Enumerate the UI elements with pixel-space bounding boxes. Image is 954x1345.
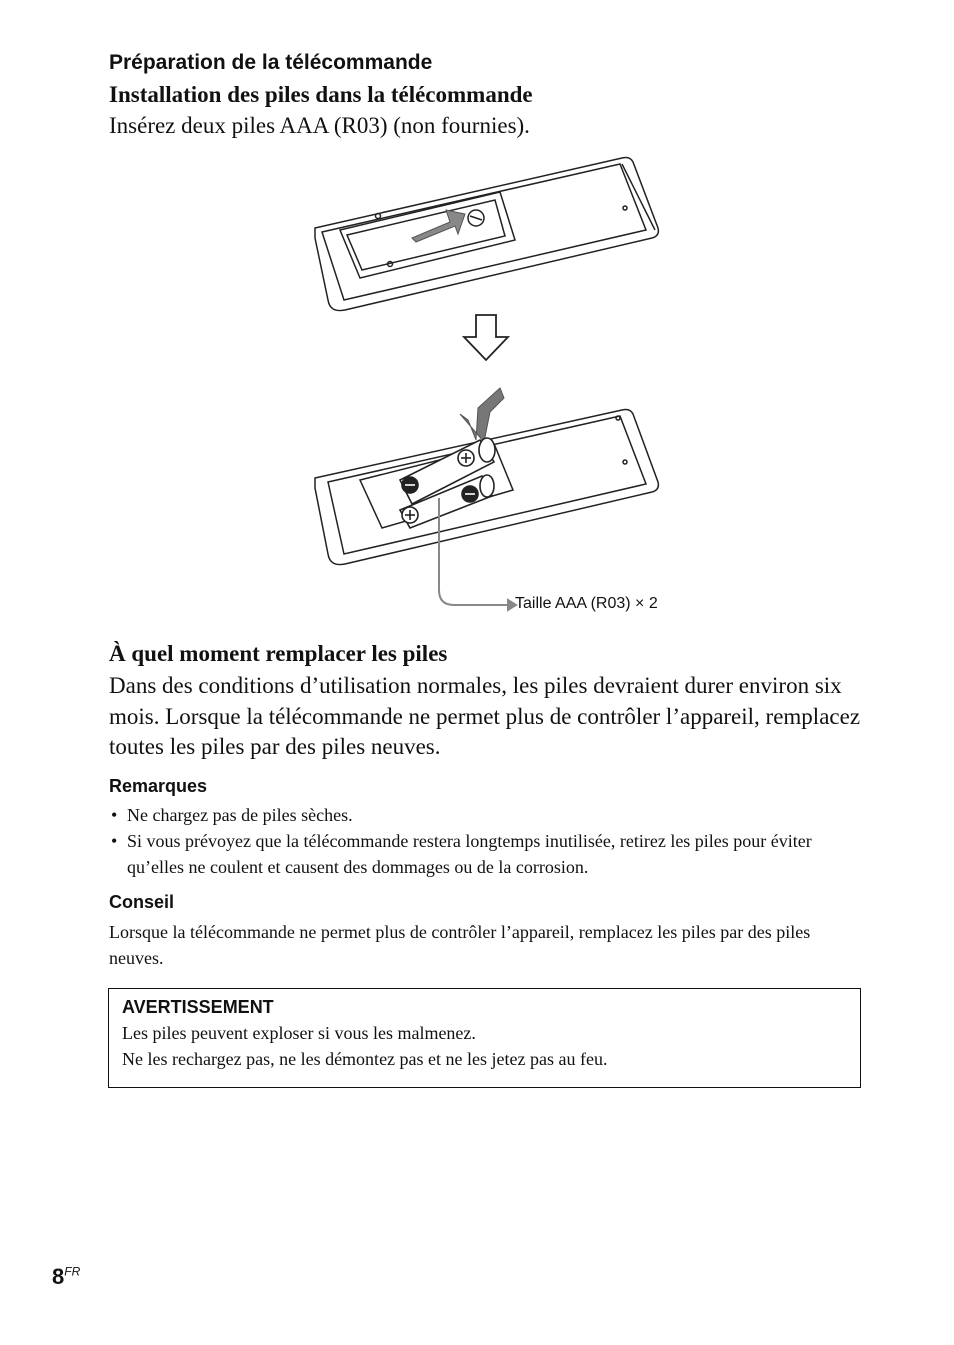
tip-heading: Conseil [109,892,175,912]
insert-arrow-icon [460,388,504,442]
warning-line: Les piles peuvent exploser si vous les malmenez. [122,1023,476,1043]
callout-label: Taille AAA (R03) × 2 [515,595,658,612]
tip-body: Lorsque la télécommande ne permet plus de contrôler l’appareil, remplacez les piles par des piles neuves. [109,922,811,968]
bullet: • [111,831,118,851]
warning-box [108,988,861,1088]
notes-heading: Remarques [109,776,208,796]
subsection-title: Installation des piles dans la télécommande [109,82,533,107]
warning-line: Ne les rechargez pas, ne les démontez pas et ne les jetez pas au feu. [122,1049,608,1069]
page-language-suffix: FR [64,1264,81,1279]
list-item [109,828,869,880]
when-to-replace-body: Dans des conditions d’utilisation normales, les piles devraient durer environ six mois. Lorsque la télécommande ne permet plus de contrôler l’appareil, remplacez toutes les piles par des piles neuves. [109,673,861,759]
remote-control-back-icon [315,158,658,311]
warning-title: AVERTISSEMENT [122,997,274,1017]
notes-list [109,802,869,880]
note-text: Ne chargez pas de piles sèches. [127,805,353,825]
bullet: • [111,805,118,825]
down-arrow-icon [464,315,508,360]
battery-installation-illustration [300,150,700,620]
note-text: Si vous prévoyez que la télécommande restera longtemps inutilisée, retirez les piles pour éviter qu’elles ne coulent et causent des dommages ou de la corrosion. [127,831,812,877]
intro-text: Insérez deux piles AAA (R03) (non fournies). [109,113,530,138]
list-item [109,802,869,828]
page-number-value: 8 [52,1264,65,1289]
when-to-replace-heading: À quel moment remplacer les piles [109,641,448,666]
page-number [52,1264,80,1290]
section-title: Préparation de la télécommande [109,51,433,74]
